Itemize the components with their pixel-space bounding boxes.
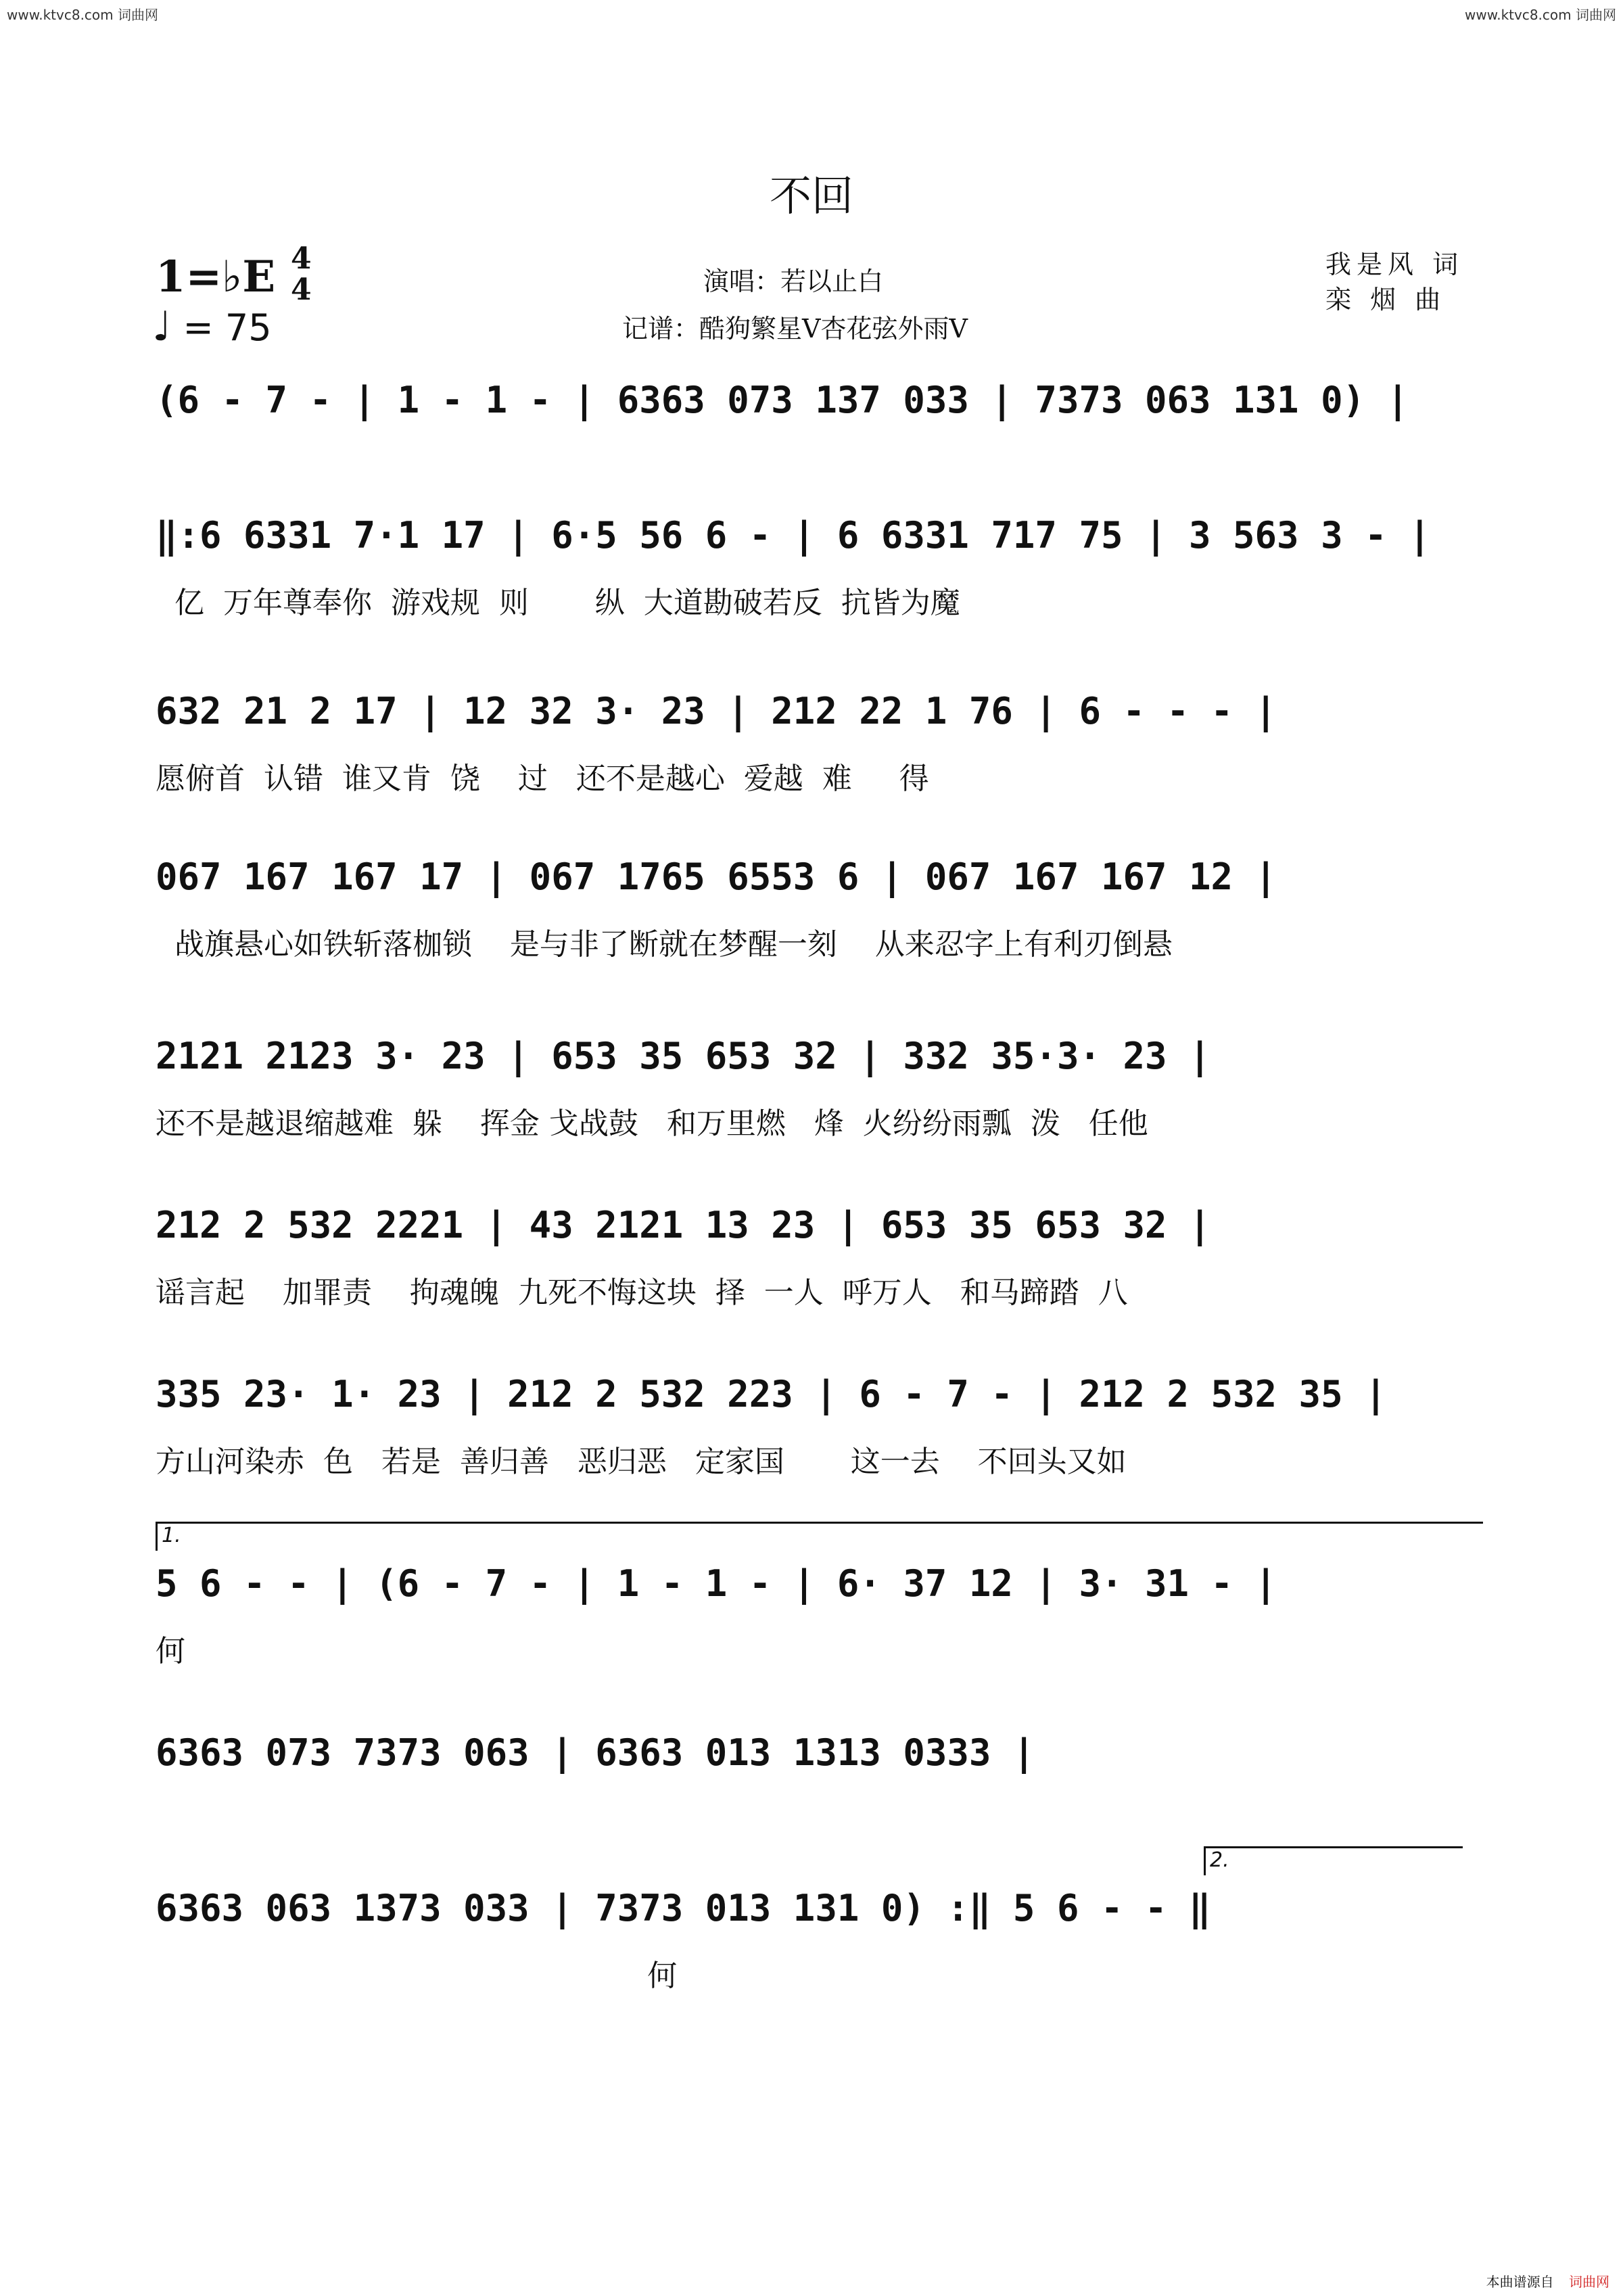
volta-bracket [156, 1522, 1483, 1551]
lyricist-credit: 我是风 词 [1325, 250, 1464, 279]
source-url-left: www.ktvc8.com 词曲网 [7, 7, 159, 23]
footer-brand: 词曲网 [1569, 2274, 1609, 2290]
notation-line: 5 6 - - | (6 - 7 - | 1 - 1 - | 6· 37 12 | 3· 31 - | [156, 1562, 1277, 1605]
notation-line: 212 2 532 2221 | 43 2121 13 23 | 653 35 653 32 | [156, 1204, 1211, 1246]
volta-bracket [1204, 1846, 1463, 1875]
tempo-value: = 75 [183, 306, 272, 349]
tempo-marking [152, 303, 272, 350]
notation-line: ‖:6 6331 7·1 17 | 6·5 56 6 - | 6 6331 717 75 | 3 563 3 - | [156, 514, 1431, 557]
time-signature [291, 243, 312, 306]
key-signature: 1=♭E [156, 252, 276, 302]
lyric-line: 谣言起 加罪责 拘魂魄 九死不悔这块 择 一人 呼万人 和马蹄踏 八 [156, 1275, 1128, 1310]
notation-line: 6363 063 1373 033 | 7373 013 131 0) :‖ 5 6 - - ‖ [156, 1887, 1211, 1929]
composer-credit: 栾 烟 曲 [1325, 285, 1446, 314]
lyric-line: 何 [156, 1634, 185, 1668]
lyric-line: 愿俯首 认错 谁又肯 饶 过 还不是越心 爱越 难 得 [156, 762, 929, 796]
time-signature-top: 4 [291, 241, 312, 276]
source-url-right: www.ktvc8.com 词曲网 [1464, 7, 1616, 23]
singer-credit: 演唱：若以止白 [703, 266, 884, 296]
lyric-line: 何 [156, 1959, 678, 1993]
notation-line: 632 21 2 17 | 12 32 3· 23 | 212 22 1 76 | 6 - - - | [156, 690, 1277, 732]
volta-number: 2. [1210, 1848, 1229, 1872]
lyric-line: 亿 万年尊奉你 游戏规 则 纵 大道勘破若反 抗皆为魔 [156, 586, 960, 620]
notation-line: 067 167 167 17 | 067 1765 6553 6 | 067 167 167 12 | [156, 856, 1277, 898]
lyric-line: 战旗悬心如铁斩落枷锁 是与非了断就在梦醒一刻 从来忍字上有利刃倒悬 [156, 927, 1173, 962]
time-signature-bottom: 4 [291, 273, 312, 307]
song-title: 不回 [769, 171, 853, 220]
quarter-note-icon: ♩ [152, 303, 172, 350]
notation-line: (6 - 7 - | 1 - 1 - | 6363 073 137 033 | 7373 063 131 0) | [156, 379, 1409, 421]
notation-line: 2121 2123 3· 23 | 653 35 653 32 | 332 35·3· 23 | [156, 1035, 1211, 1077]
volta-number: 1. [162, 1524, 181, 1547]
notation-line: 6363 073 7373 063 | 6363 013 1313 0333 | [156, 1731, 1035, 1774]
lyric-line: 还不是越退缩越难 躲 挥金 戈战鼓 和万里燃 烽 火纷纷雨瓢 泼 任他 [156, 1106, 1148, 1141]
footer-source: 本曲谱源自 [1486, 2274, 1554, 2290]
transcriber-credit: 记谱：酷狗繁星V杏花弦外雨V [622, 314, 968, 344]
notation-line: 335 23· 1· 23 | 212 2 532 223 | 6 - 7 - | 212 2 532 35 | [156, 1373, 1387, 1415]
footer [1486, 2271, 1609, 2291]
lyric-line: 方山河染赤 色 若是 善归善 恶归恶 定家国 这一去 不回头又如 [156, 1445, 1127, 1479]
